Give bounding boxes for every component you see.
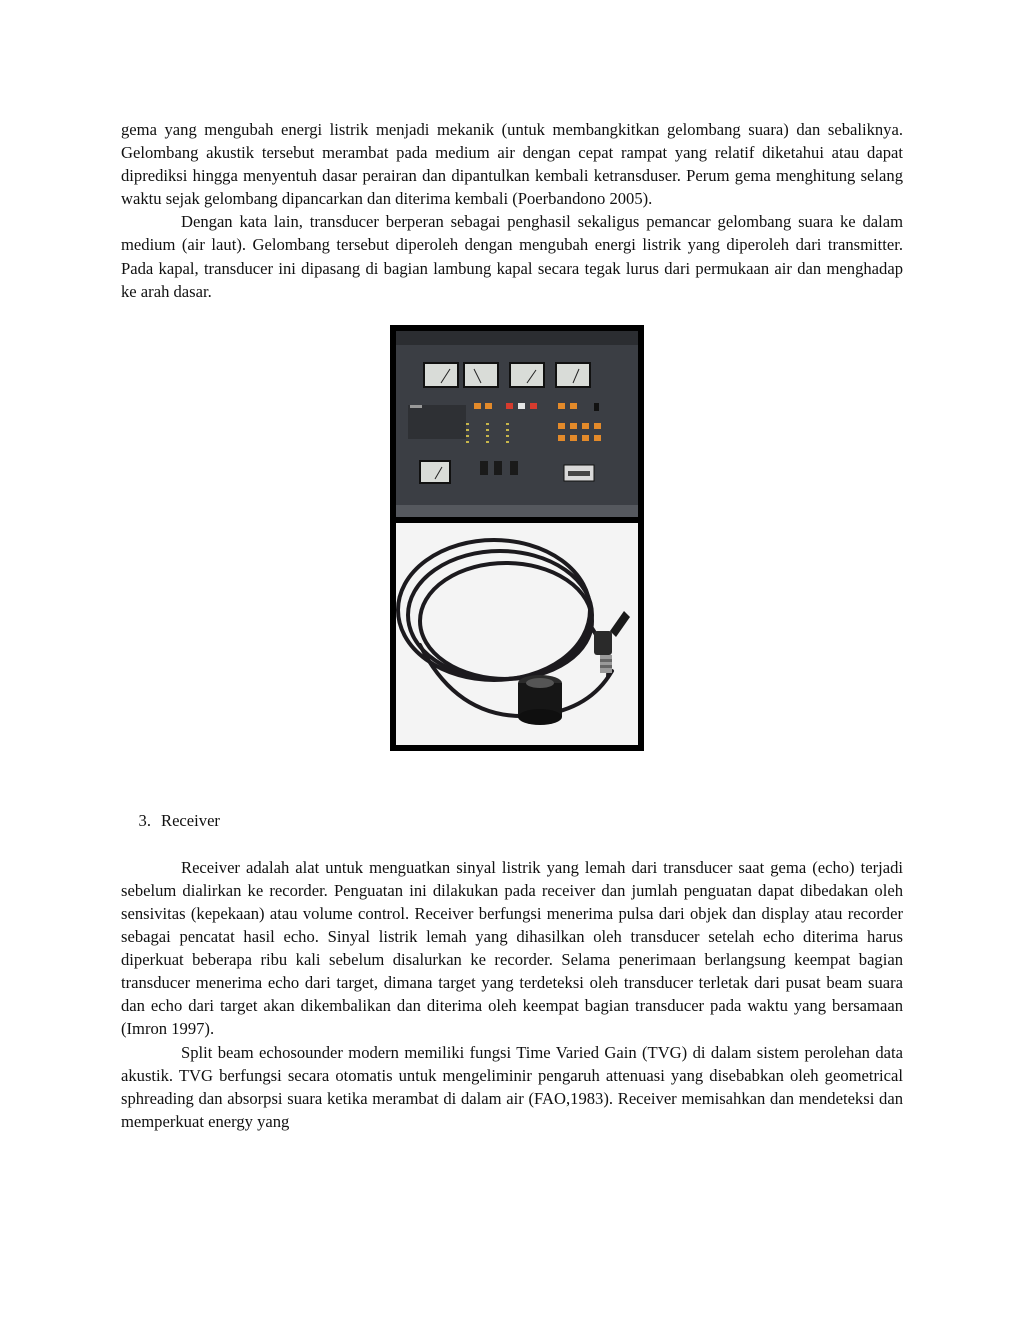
section-title: Receiver bbox=[161, 810, 220, 830]
section-body bbox=[121, 856, 903, 1133]
document-page bbox=[121, 118, 903, 1133]
paragraph-3: Receiver adalah alat untuk menguatkan sinyal listrik yang lemah dari transducer saat gema (echo) terjadi sebelum dialirkan ke recorder. Penguatan ini dilakukan pada receiver dan jumlah penguatan dapat dibedakan oleh sensivitas (kepekaan) atau volume control. Receiver berfungsi menerima pulsa dari objek dan display atau recorder sebagai pencatat hasil echo. Sinyal listrik lemah yang dihasilkan oleh transducer setelah echo diterima harus diperkuat beberapa ribu kali sebelum disalurkan ke recorder. Selama penerimaan berlangsung keempat bagian transducer menerima echo dari target, dimana target yang terdeteksi oleh transducer terletak dari pusat beam suara dan echo dari target akan dikembalikan dan diterima oleh keempat bagian transducer pada waktu yang bersamaan (Imron 1997). bbox=[121, 857, 903, 1039]
section-number: 3. bbox=[138, 810, 151, 830]
figure-echosounder bbox=[390, 325, 644, 751]
figure-image bbox=[390, 325, 644, 751]
section-heading bbox=[121, 809, 903, 832]
control-panel-image bbox=[396, 331, 638, 517]
paragraph-1: gema yang mengubah energi listrik menjadi mekanik (untuk membangkitkan gelombang suara) dan sebaliknya. Gelombang akustik tersebut merambat pada medium air dengan cepat rampat yang relatif diketahui atau dapat diprediksi hingga menyentuh dasar perairan dan dipantulkan kembali ketransduser. Perum gema menghitung selang waktu sejak gelombang dipancarkan dan diterima kembali (Poerbandono 2005). bbox=[121, 120, 903, 209]
transducer-image bbox=[396, 523, 638, 745]
paragraph-2: Dengan kata lain, transducer berperan sebagai penghasil sekaligus pemancar gelombang suara ke dalam medium (air laut). Gelombang tersebut diperoleh dengan mengubah energi listrik yang diperoleh dari transmitter. Pada kapal, transducer ini dipasang di bagian lambung kapal secara tegak lurus dari permukaan air dan menghadap ke arah dasar. bbox=[121, 212, 903, 301]
paragraph-4: Split beam echosounder modern memiliki fungsi Time Varied Gain (TVG) di dalam sistem perolehan data akustik. TVG berfungsi secara otomatis untuk mengeliminir pengaruh attenuasi yang disebabkan oleh geometrical sphreading dan absorpsi suara ketika merambat di dalam air (FAO,1983). Receiver memisahkan dan mendeteksi dan memperkuat energy yang bbox=[121, 1042, 903, 1131]
